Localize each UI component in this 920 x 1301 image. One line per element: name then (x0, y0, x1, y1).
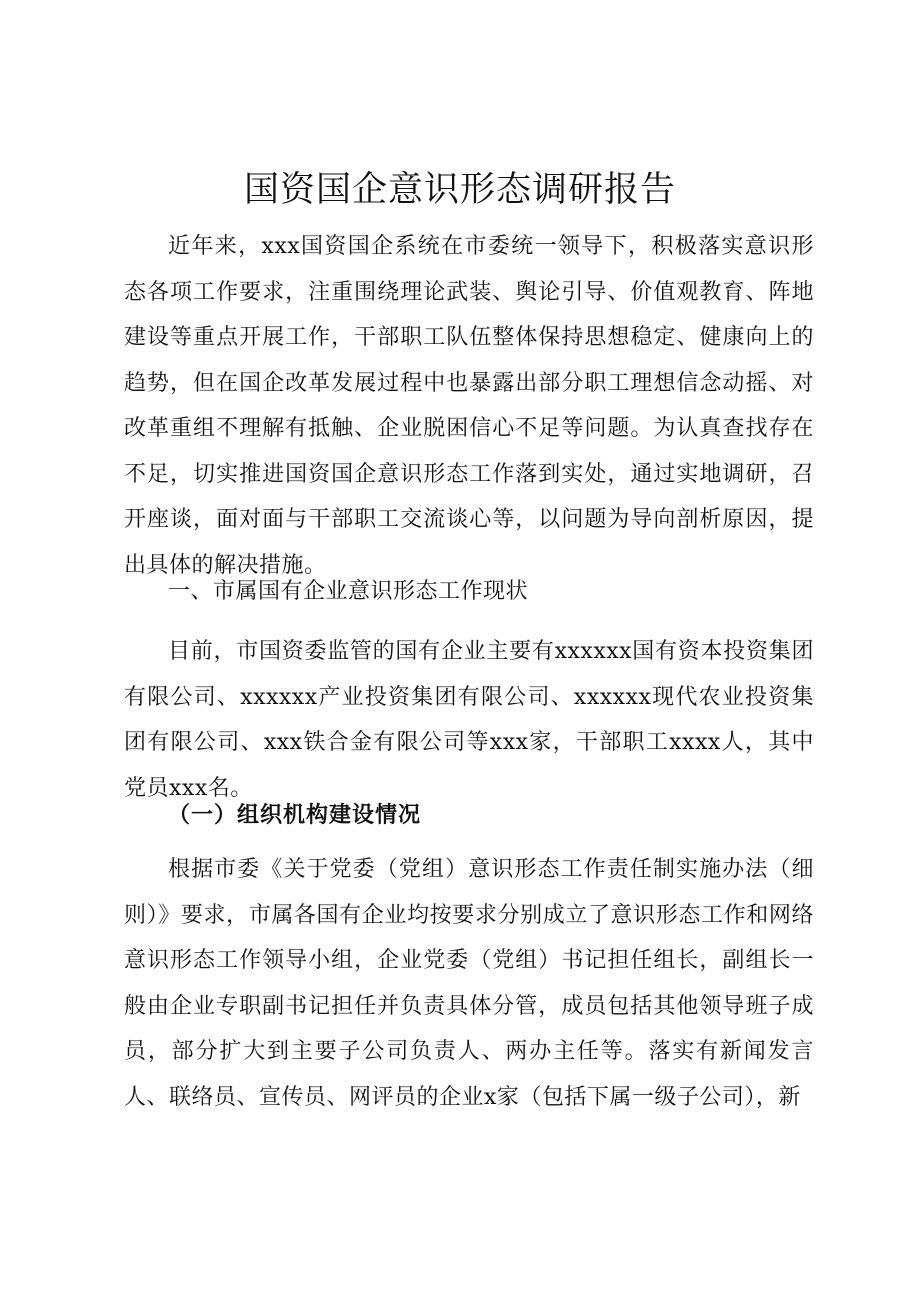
intro-paragraph: 近年来，xxx国资国企系统在市委统一领导下，积极落实意识形态各项工作要求，注重围绕理论武装、舆论引导、价值观教育、阵地建设等重点开展工作，干部职工队伍整体保持思想稳定、健康向上的趋势，但在国企改革发展过程中也暴露出部分职工理想信念动摇、对改革重组不理解有抵触、企业脱困信心不足等问题。为认真查找存在不足，切实推进国资国企意识形态工作落到实处，通过实地调研，召开座谈，面对面与干部职工交流谈心等，以问题为导向剖析原因，提出具体的解决措施。 (124, 234, 814, 578)
section-paragraph: 目前，市国资委监管的国有企业主要有xxxxxx国有资本投资集团有限公司、xxxxxx产业投资集团有限公司、xxxxxx现代农业投资集团有限公司、xxx铁合金有限公司等xxx家，干部职工xxxx人，其中党员xxx名。 (124, 639, 814, 801)
document-title: 国资国企意识形态调研报告 (243, 170, 676, 210)
section-heading: 一、市属国有企业意识形态工作现状 (168, 579, 529, 604)
subsection-paragraph: 根据市委《关于党委（党组）意识形态工作责任制实施办法（细则）》要求，市属各国有企业均按要求分别成立了意识形态工作和网络意识形态工作领导小组，企业党委（党组）书记担任组长，副组长一般由企业专职副书记担任并负责具体分管，成员包括其他领导班子成员，部分扩大到主要子公司负责人、两办主任等。落实有新闻发言人、联络员、宣传员、网评员的企业x家（包括下属一级子公司），新 (124, 857, 814, 1110)
subsection-heading: （一）组织机构建设情况 (168, 802, 422, 828)
